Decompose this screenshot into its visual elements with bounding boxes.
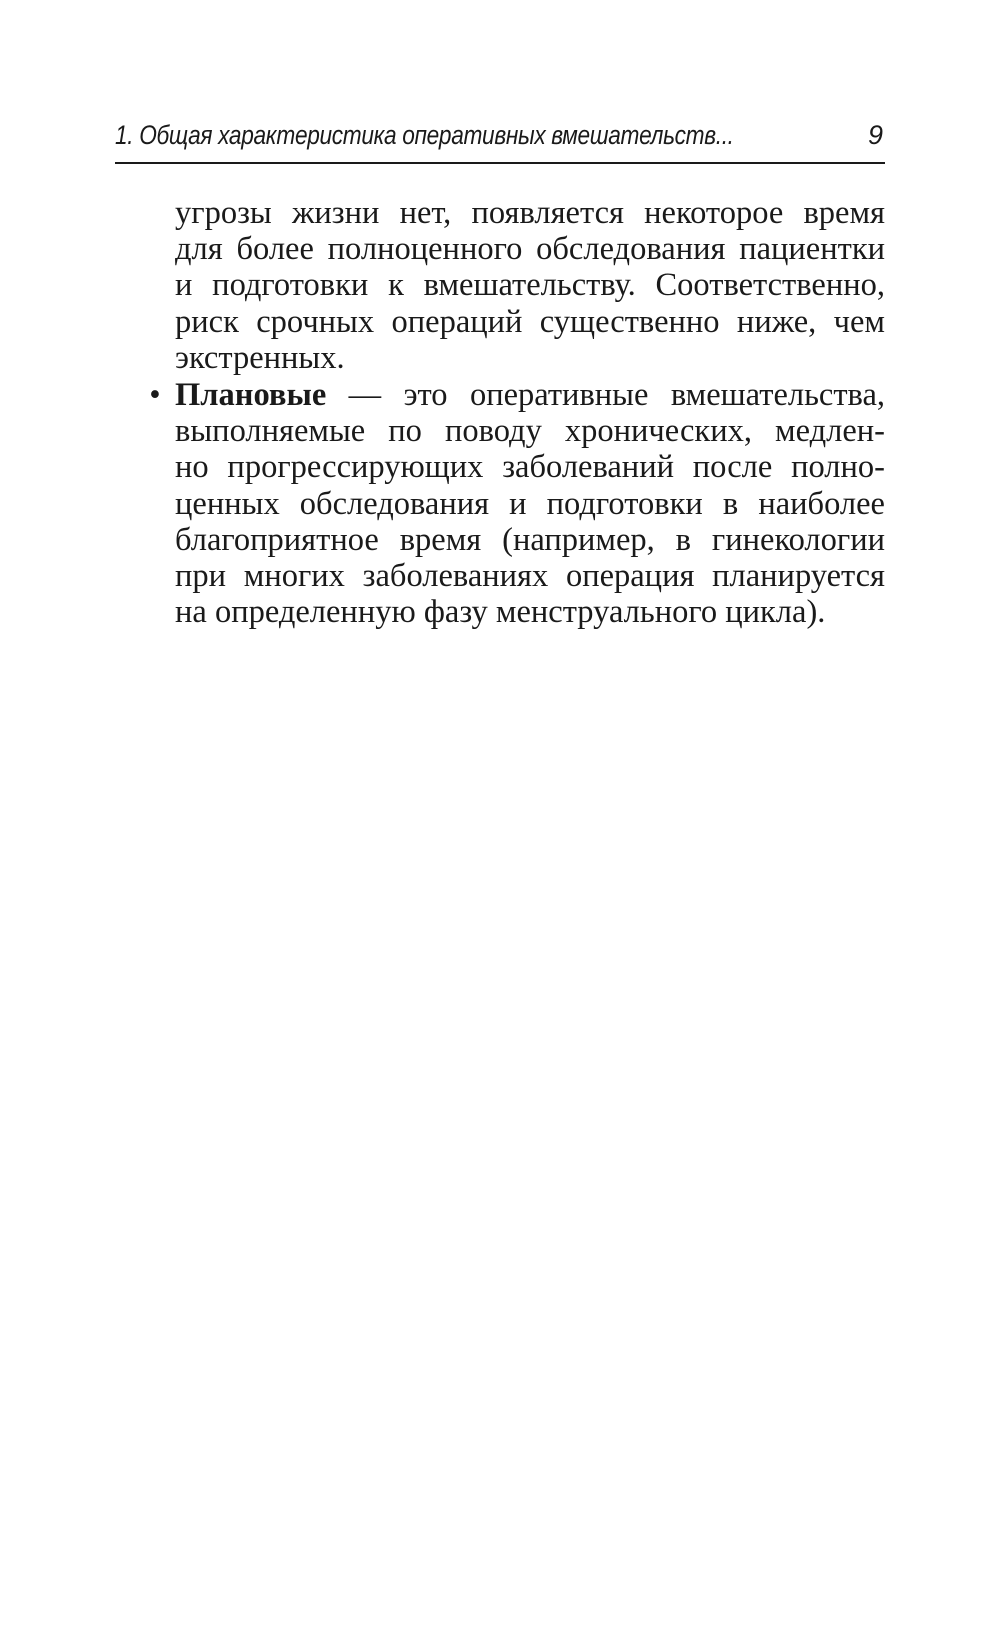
page-number: 9 bbox=[867, 120, 883, 150]
text-line: экстренных. bbox=[175, 339, 345, 376]
bullet-icon: • bbox=[149, 377, 161, 414]
text-line: для более полноценного обследования пациентки bbox=[175, 231, 885, 268]
text-line: но прогрессирующих заболеваний после полно- bbox=[175, 449, 885, 486]
text-line: при многих заболеваниях операция планируется bbox=[175, 558, 885, 595]
running-title: 1. Общая характеристика оперативных вмешательств... bbox=[115, 120, 734, 150]
bullet-first-line bbox=[175, 377, 885, 413]
text-line: и подготовки к вмешательству. Соответственно, bbox=[175, 267, 885, 304]
bullet-first-line-text: — это оперативные вмешательства, bbox=[326, 377, 885, 414]
bullet-list-item bbox=[149, 377, 885, 631]
text-line: риск срочных операций существенно ниже, чем bbox=[175, 303, 885, 340]
running-header bbox=[115, 118, 885, 164]
term-label: Плановые bbox=[175, 377, 327, 414]
text-line: выполняемые по поводу хронических, медлен- bbox=[175, 413, 885, 450]
body-text bbox=[149, 195, 885, 631]
text-line: ценных обследования и подготовки в наиболее bbox=[175, 485, 885, 522]
text-line: на определенную фазу менструального цикла). bbox=[175, 594, 826, 631]
text-line: благоприятное время (например, в гинекологии bbox=[175, 521, 885, 558]
continuation-paragraph bbox=[175, 195, 885, 376]
text-line: угрозы жизни нет, появляется некоторое время bbox=[175, 195, 885, 231]
